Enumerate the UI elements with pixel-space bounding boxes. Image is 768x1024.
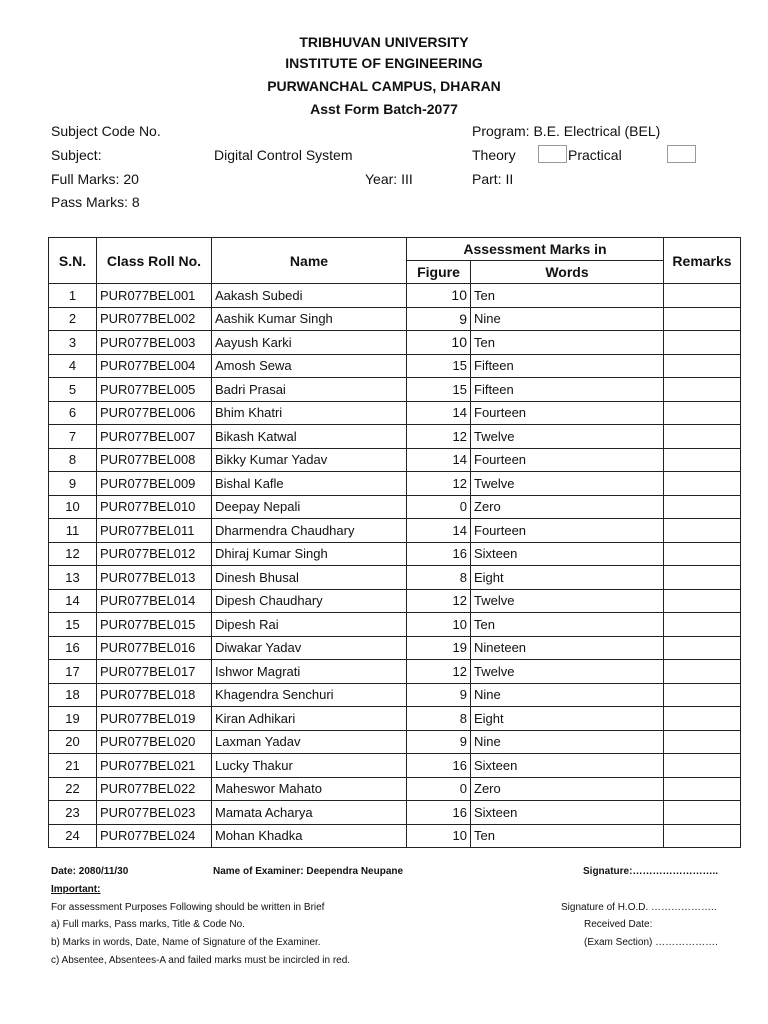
sn-cell: 4 (49, 354, 97, 378)
words-cell: Eight (471, 566, 664, 590)
sn-cell: 3 (49, 331, 97, 355)
remarks-cell (664, 378, 741, 402)
theory-label: Theory (472, 147, 516, 163)
name-cell: Mamata Acharya (212, 801, 407, 825)
sn-cell: 19 (49, 707, 97, 731)
sn-cell: 18 (49, 683, 97, 707)
figure-cell: 14 (407, 448, 471, 472)
figure-cell: 14 (407, 519, 471, 543)
table-row (49, 683, 741, 707)
table-row (49, 472, 741, 496)
words-cell: Ten (471, 613, 664, 637)
name-cell: Bikky Kumar Yadav (212, 448, 407, 472)
sn-cell: 12 (49, 542, 97, 566)
roll-cell: PUR077BEL018 (97, 683, 212, 707)
words-cell: Fourteen (471, 401, 664, 425)
exam-section: (Exam Section) ………………. (584, 937, 718, 948)
remarks-cell (664, 777, 741, 801)
roll-cell: PUR077BEL003 (97, 331, 212, 355)
roll-cell: PUR077BEL021 (97, 754, 212, 778)
exam-date: Date: 2080/11/30 (51, 866, 129, 877)
figure-cell: 12 (407, 425, 471, 449)
sn-cell: 14 (49, 589, 97, 613)
remarks-cell (664, 801, 741, 825)
table-row (49, 824, 741, 848)
roll-cell: PUR077BEL009 (97, 472, 212, 496)
words-cell: Ten (471, 331, 664, 355)
sn-cell: 15 (49, 613, 97, 637)
figure-cell: 0 (407, 777, 471, 801)
table-row (49, 660, 741, 684)
roll-cell: PUR077BEL024 (97, 824, 212, 848)
sn-cell: 5 (49, 378, 97, 402)
roll-cell: PUR077BEL011 (97, 519, 212, 543)
sn-cell: 1 (49, 284, 97, 308)
words-cell: Sixteen (471, 754, 664, 778)
note-line-3: b) Marks in words, Date, Name of Signature of the Examiner. (51, 937, 321, 948)
sn-cell: 17 (49, 660, 97, 684)
table-row (49, 378, 741, 402)
words-cell: Sixteen (471, 542, 664, 566)
campus-title: PURWANCHAL CAMPUS, DHARAN (267, 78, 501, 94)
remarks-cell (664, 613, 741, 637)
name-cell: Aayush Karki (212, 331, 407, 355)
program-label: Program: B.E. Electrical (BEL) (472, 123, 661, 139)
words-cell: Zero (471, 495, 664, 519)
roll-cell: PUR077BEL022 (97, 777, 212, 801)
figure-cell: 9 (407, 307, 471, 331)
table-row (49, 401, 741, 425)
sn-cell: 9 (49, 472, 97, 496)
remarks-cell (664, 660, 741, 684)
form-title: Asst Form Batch-2077 (310, 101, 458, 117)
year-label: Year: III (365, 171, 413, 187)
name-cell: Bhim Khatri (212, 401, 407, 425)
table-row (49, 519, 741, 543)
remarks-cell (664, 472, 741, 496)
figure-cell: 10 (407, 284, 471, 308)
remarks-cell (664, 707, 741, 731)
remarks-cell (664, 495, 741, 519)
name-cell: Badri Prasai (212, 378, 407, 402)
remarks-cell (664, 519, 741, 543)
table-row (49, 354, 741, 378)
table-row (49, 425, 741, 449)
sn-cell: 2 (49, 307, 97, 331)
name-cell: Maheswor Mahato (212, 777, 407, 801)
figure-cell: 16 (407, 754, 471, 778)
examiner-name: Name of Examiner: Deependra Neupane (213, 866, 404, 877)
words-cell: Twelve (471, 425, 664, 449)
figure-cell: 14 (407, 401, 471, 425)
roll-cell: PUR077BEL012 (97, 542, 212, 566)
figure-cell: 10 (407, 331, 471, 355)
roll-cell: PUR077BEL004 (97, 354, 212, 378)
figure-cell: 16 (407, 542, 471, 566)
table-row (49, 284, 741, 308)
received-date: Received Date: (584, 919, 653, 930)
practical-checkbox (667, 145, 696, 163)
table-row (49, 542, 741, 566)
roll-cell: PUR077BEL006 (97, 401, 212, 425)
roll-cell: PUR077BEL008 (97, 448, 212, 472)
pass-marks: Pass Marks: 8 (51, 194, 140, 210)
remarks-cell (664, 284, 741, 308)
name-cell: Diwakar Yadav (212, 636, 407, 660)
roll-cell: PUR077BEL002 (97, 307, 212, 331)
roll-cell: PUR077BEL015 (97, 613, 212, 637)
subject-value: Digital Control System (214, 147, 353, 163)
words-cell: Nineteen (471, 636, 664, 660)
figure-cell: 9 (407, 730, 471, 754)
figure-cell: 8 (407, 707, 471, 731)
practical-label: Practical (568, 147, 622, 163)
words-cell: Ten (471, 284, 664, 308)
remarks-cell (664, 589, 741, 613)
name-cell: Bikash Katwal (212, 425, 407, 449)
roll-cell: PUR077BEL017 (97, 660, 212, 684)
words-cell: Nine (471, 683, 664, 707)
figure-cell: 10 (407, 613, 471, 637)
roll-cell: PUR077BEL005 (97, 378, 212, 402)
marks-table (48, 237, 741, 848)
roll-cell: PUR077BEL014 (97, 589, 212, 613)
remarks-cell (664, 754, 741, 778)
table-row (49, 801, 741, 825)
words-cell: Zero (471, 777, 664, 801)
roll-cell: PUR077BEL023 (97, 801, 212, 825)
words-cell: Fourteen (471, 519, 664, 543)
name-cell: Aashik Kumar Singh (212, 307, 407, 331)
figure-cell: 12 (407, 589, 471, 613)
table-row (49, 613, 741, 637)
name-cell: Lucky Thakur (212, 754, 407, 778)
roll-cell: PUR077BEL019 (97, 707, 212, 731)
table-row (49, 448, 741, 472)
remarks-header: Remarks (664, 238, 741, 284)
sn-cell: 7 (49, 425, 97, 449)
remarks-cell (664, 824, 741, 848)
university-title: TRIBHUVAN UNIVERSITY (299, 34, 469, 50)
sn-cell: 11 (49, 519, 97, 543)
figure-cell: 15 (407, 354, 471, 378)
roll-header: Class Roll No. (97, 238, 212, 284)
note-line-4: c) Absentee, Absentees-A and failed marks must be incircled in red. (51, 955, 351, 966)
words-cell: Fifteen (471, 354, 664, 378)
table-row (49, 307, 741, 331)
name-cell: Laxman Yadav (212, 730, 407, 754)
words-cell: Twelve (471, 472, 664, 496)
words-cell: Ten (471, 824, 664, 848)
part-label: Part: II (472, 171, 514, 187)
figure-cell: 12 (407, 472, 471, 496)
sn-cell: 21 (49, 754, 97, 778)
words-cell: Fourteen (471, 448, 664, 472)
sn-cell: 22 (49, 777, 97, 801)
institute-title: INSTITUTE OF ENGINEERING (285, 55, 483, 71)
name-cell: Khagendra Senchuri (212, 683, 407, 707)
sn-cell: 13 (49, 566, 97, 590)
remarks-cell (664, 683, 741, 707)
table-row (49, 730, 741, 754)
table-row (49, 495, 741, 519)
remarks-cell (664, 566, 741, 590)
roll-cell: PUR077BEL020 (97, 730, 212, 754)
table-row (49, 566, 741, 590)
assessment-header: Assessment Marks in (407, 238, 664, 261)
name-cell: Amosh Sewa (212, 354, 407, 378)
subject-label: Subject: (51, 147, 102, 163)
figure-cell: 0 (407, 495, 471, 519)
sn-cell: 20 (49, 730, 97, 754)
roll-cell: PUR077BEL010 (97, 495, 212, 519)
sn-cell: 6 (49, 401, 97, 425)
words-header: Words (471, 261, 664, 284)
remarks-cell (664, 425, 741, 449)
figure-cell: 15 (407, 378, 471, 402)
remarks-cell (664, 307, 741, 331)
roll-cell: PUR077BEL016 (97, 636, 212, 660)
words-cell: Nine (471, 730, 664, 754)
hod-signature: Signature of H.O.D. ……………….. (561, 902, 717, 913)
table-row (49, 707, 741, 731)
name-header: Name (212, 238, 407, 284)
table-row (49, 754, 741, 778)
table-row (49, 777, 741, 801)
words-cell: Sixteen (471, 801, 664, 825)
words-cell: Fifteen (471, 378, 664, 402)
theory-checkbox (538, 145, 567, 163)
words-cell: Twelve (471, 589, 664, 613)
important-heading: Important: (51, 884, 101, 895)
remarks-cell (664, 401, 741, 425)
words-cell: Nine (471, 307, 664, 331)
name-cell: Deepay Nepali (212, 495, 407, 519)
figure-header: Figure (407, 261, 471, 284)
name-cell: Kiran Adhikari (212, 707, 407, 731)
remarks-cell (664, 636, 741, 660)
remarks-cell (664, 448, 741, 472)
figure-cell: 10 (407, 824, 471, 848)
figure-cell: 12 (407, 660, 471, 684)
sn-cell: 10 (49, 495, 97, 519)
words-cell: Twelve (471, 660, 664, 684)
figure-cell: 8 (407, 566, 471, 590)
full-marks: Full Marks: 20 (51, 171, 139, 187)
roll-cell: PUR077BEL013 (97, 566, 212, 590)
sn-cell: 23 (49, 801, 97, 825)
roll-cell: PUR077BEL007 (97, 425, 212, 449)
figure-cell: 16 (407, 801, 471, 825)
name-cell: Mohan Khadka (212, 824, 407, 848)
figure-cell: 19 (407, 636, 471, 660)
sn-cell: 16 (49, 636, 97, 660)
name-cell: Dhiraj Kumar Singh (212, 542, 407, 566)
name-cell: Ishwor Magrati (212, 660, 407, 684)
table-row (49, 589, 741, 613)
table-row (49, 331, 741, 355)
name-cell: Dipesh Chaudhary (212, 589, 407, 613)
sn-cell: 8 (49, 448, 97, 472)
table-row (49, 636, 741, 660)
name-cell: Dharmendra Chaudhary (212, 519, 407, 543)
sn-header: S.N. (49, 238, 97, 284)
remarks-cell (664, 542, 741, 566)
figure-cell: 9 (407, 683, 471, 707)
remarks-cell (664, 331, 741, 355)
roll-cell: PUR077BEL001 (97, 284, 212, 308)
note-line-1: For assessment Purposes Following should be written in Brief (51, 902, 325, 913)
name-cell: Bishal Kafle (212, 472, 407, 496)
examiner-signature: Signature:…………………….. (583, 866, 719, 877)
remarks-cell (664, 730, 741, 754)
note-line-2: a) Full marks, Pass marks, Title & Code No. (51, 919, 245, 930)
name-cell: Aakash Subedi (212, 284, 407, 308)
subject-code-label: Subject Code No. (51, 123, 161, 139)
name-cell: Dinesh Bhusal (212, 566, 407, 590)
remarks-cell (664, 354, 741, 378)
sn-cell: 24 (49, 824, 97, 848)
words-cell: Eight (471, 707, 664, 731)
name-cell: Dipesh Rai (212, 613, 407, 637)
